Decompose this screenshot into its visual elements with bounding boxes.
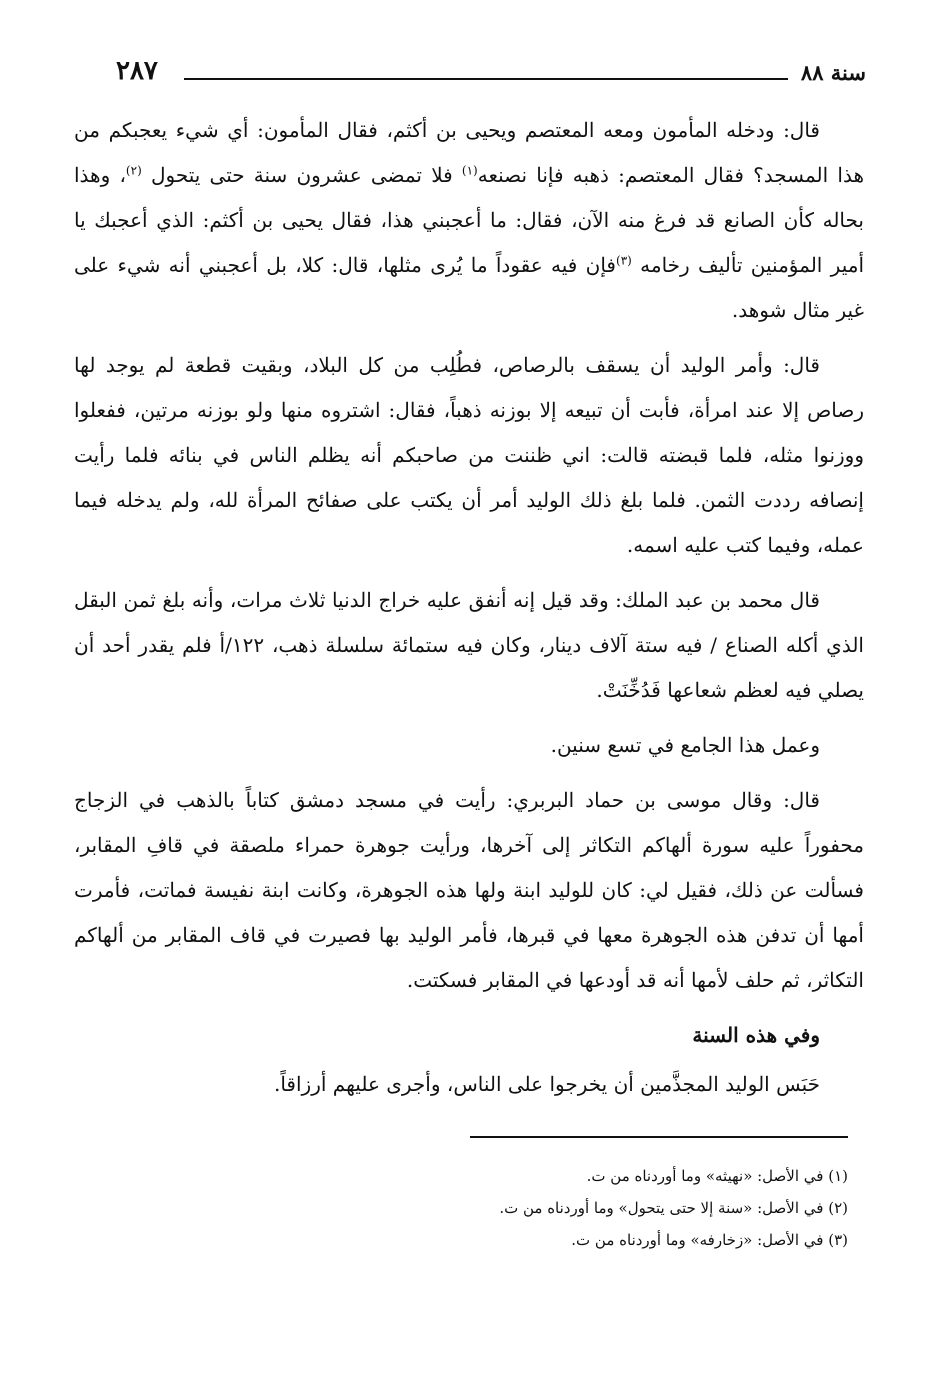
manuscript-page-ref: ١٢٢/أ <box>219 633 265 657</box>
paragraph-2: قال: وأمر الوليد أن يسقف بالرصاص، فطُلِب من كل البلاد، وبقيت قطعة لم يوجد لها رصاص إلا عند امرأة، فأبت أن تبيعه إلا بوزنه ذهباً، فقال: اشتروه منها ولو بوزنه مرتين، ففعلوا ووزنوا مثله، فلما قبضته قالت: اني ظننت من صاحبكم أنه يظلم الناس في بنائه فلما رأيت إنصافه رددت الثمن. فلما بلغ ذلك الوليد أمر أن يكتب على صفائح المرأة لله، ولم يدخله فيما عمله، وفيما كتب عليه اسمه. <box>74 353 864 557</box>
footnotes <box>148 1160 848 1256</box>
paragraph-1-text-d: فإن فيه عقوداً ما يُرى مثلها، قال: كلا، بل أعجبني أنه شيء على غير مثال شوهد. <box>74 253 864 322</box>
body-text <box>74 108 864 1117</box>
paragraph-3 <box>74 578 864 713</box>
paragraph-1-text-b: فلا تمضى عشرون سنة حتى يتحول <box>150 163 462 187</box>
paragraph-1-text-a: قال: ودخله المأمون ومعه المعتصم ويحيى بن أكثم، فقال المأمون: أي شيء يعجبكم من هذا المسجد؟ فقال المعتصم: ذهبه فإنا نصنعه <box>74 118 865 187</box>
page-number: ٢٨٧ <box>116 56 158 86</box>
paragraph-6: حَبَس الوليد المجذَّمين أن يخرجوا على الناس، وأجرى عليهم أرزاقاً. <box>273 1072 820 1096</box>
footnote-ref-3: (٣) <box>616 253 632 268</box>
section-heading: وفي هذه السنة <box>692 1023 820 1047</box>
paragraph-3-text-b: فلم يقدر أحد أن يصلي فيه لعظم شعاعها فَدُخِّنَتْ. <box>74 633 864 702</box>
paragraph-1-text-c: ، وهذا بحاله كأن الصانع قد فرغ منه الآن، فقال: ما أعجبني هذا، فقال يحيى بن أكثم: الذي أعجبك يا أمير المؤمنين تأليف رخامه <box>74 163 864 277</box>
paragraph-5: قال: وقال موسى بن حماد البربري: رأيت في مسجد دمشق كتاباً بالذهب في الزجاج محفوراً عليه سورة ألهاكم التكاثر إلى آخرها، ورأيت جوهرة حمراء ملصقة في قافِ المقابر، فسألت عن ذلك، فقيل لي: كان للوليد ابنة ولها هذه الجوهرة، وكانت ابنة نفيسة فماتت، فأمرت أمها أن تدفن هذه الجوهرة معها في قبرها، فأمر الوليد بها فصيرت في قاف المقابر من ألهاكم التكاثر، ثم حلف لأمها أنه قد أودعها في المقابر فسكتت. <box>74 788 864 992</box>
paragraph-1 <box>74 108 864 333</box>
footnote-1: (١) في الأصل: «نهيثه» وما أوردناه من ت. <box>586 1167 848 1185</box>
footnote-ref-2: (٢) <box>125 163 142 178</box>
header-year-label: سنة ٨٨ <box>800 60 866 85</box>
footnote-3: (٣) في الأصل: «زخارفه» وما أوردناه من ت. <box>571 1231 848 1249</box>
running-header <box>116 56 866 96</box>
footnote-separator <box>470 1136 848 1138</box>
footnote-ref-1: (١) <box>461 163 478 178</box>
header-rule <box>184 78 788 80</box>
paragraph-3-text-a: قال محمد بن عبد الملك: وقد قيل إنه أنفق عليه خراج الدنيا ثلاث مرات، وأنه بلغ ثمن البقل الذي أكله الصناع / فيه ستة آلاف دينار، وكان فيه ستمائة سلسلة ذهب، <box>74 588 864 657</box>
paragraph-4: وعمل هذا الجامع في تسع سنين. <box>550 733 820 757</box>
footnote-2: (٢) في الأصل: «سنة إلا حتى يتحول» وما أوردناه من ت. <box>499 1199 848 1217</box>
